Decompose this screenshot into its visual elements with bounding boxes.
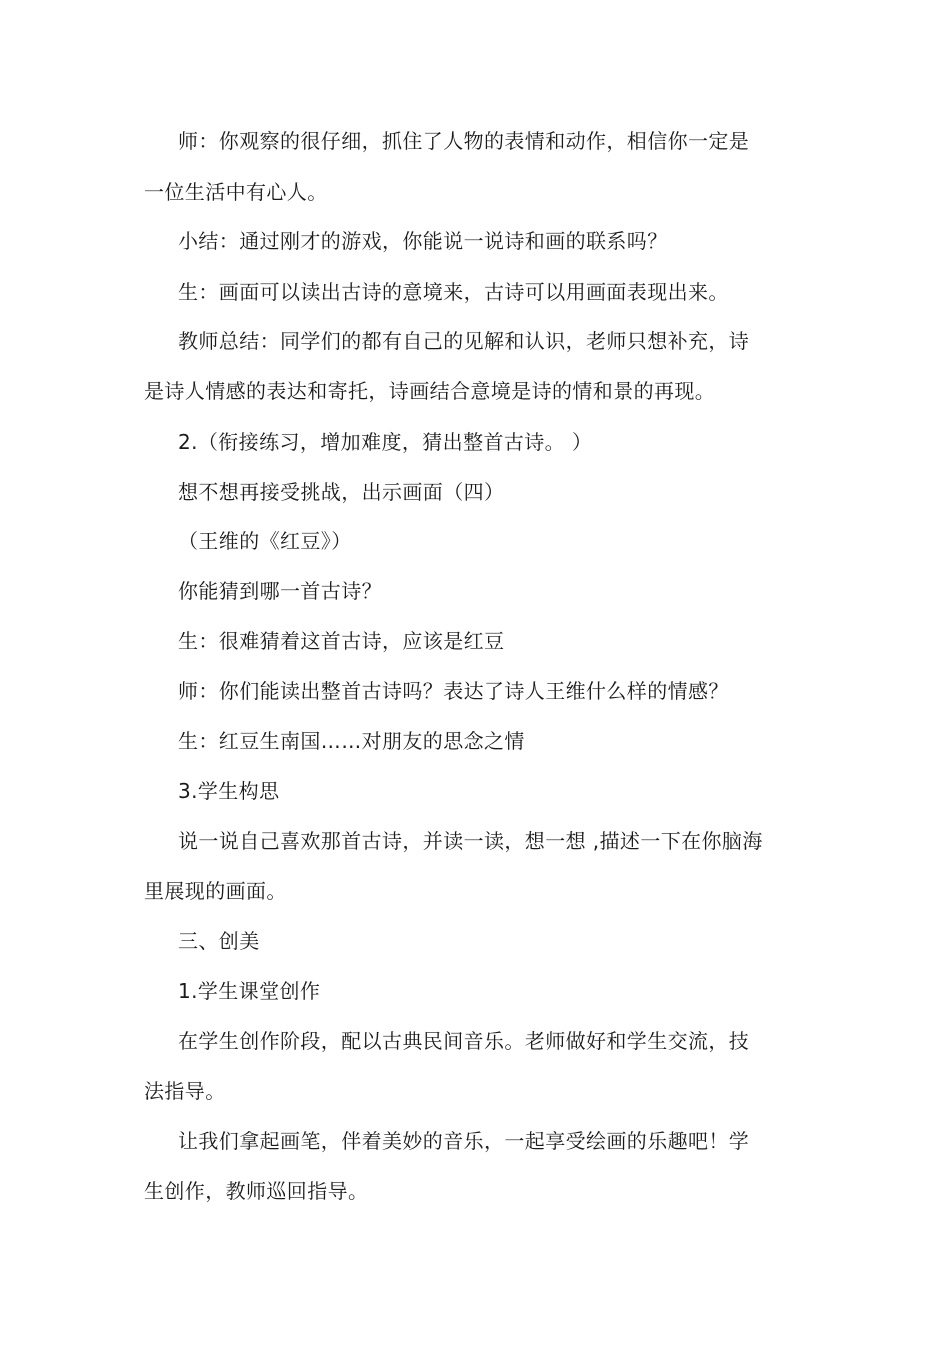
paragraph-line: 法指导。 [144, 1079, 226, 1103]
paragraph-line: 生创作，教师巡回指导。 [144, 1179, 369, 1203]
paragraph-line: 是诗人情感的表达和寄托，诗画结合意境是诗的情和景的再现。 [144, 379, 716, 403]
section-heading: 三、创美 [178, 929, 260, 953]
paragraph-line: 生：红豆生南国……对朋友的思念之情 [178, 729, 525, 753]
paragraph-line: 在学生创作阶段，配以古典民间音乐。老师做好和学生交流，技 [178, 1029, 750, 1053]
paragraph-line: 里展现的画面。 [144, 879, 287, 903]
list-item-heading: 2.（衔接练习，增加难度，猜出整首古诗。 ） [178, 430, 593, 454]
paragraph-line: 想不想再接受挑战，出示画面（四） [178, 480, 505, 504]
paragraph-line: 说一说自己喜欢那首古诗，并读一读，想一想 ,描述一下在你脑海 [178, 829, 763, 853]
list-item-heading: 3.学生构思 [178, 779, 280, 803]
list-item-heading: 1.学生课堂创作 [178, 979, 321, 1003]
paragraph-line: 一位生活中有心人。 [144, 180, 328, 204]
paragraph-line: 你能猜到哪一首古诗？ [178, 579, 382, 603]
paragraph-line: （王维的《红豆》） [178, 529, 352, 553]
paragraph-line: 生：画面可以读出古诗的意境来，古诗可以用画面表现出来。 [178, 280, 729, 304]
paragraph-line: 师：你观察的很仔细，抓住了人物的表情和动作，相信你一定是 [178, 129, 750, 153]
paragraph-line: 小结：通过刚才的游戏，你能说一说诗和画的联系吗？ [178, 229, 668, 253]
paragraph-line: 生：很难猜着这首古诗，应该是红豆 [178, 629, 505, 653]
paragraph-line: 师：你们能读出整首古诗吗？表达了诗人王维什么样的情感？ [178, 679, 729, 703]
paragraph-line: 让我们拿起画笔，伴着美妙的音乐，一起享受绘画的乐趣吧！学 [178, 1129, 750, 1153]
paragraph-line: 教师总结：同学们的都有自己的见解和认识，老师只想补充，诗 [178, 329, 750, 353]
